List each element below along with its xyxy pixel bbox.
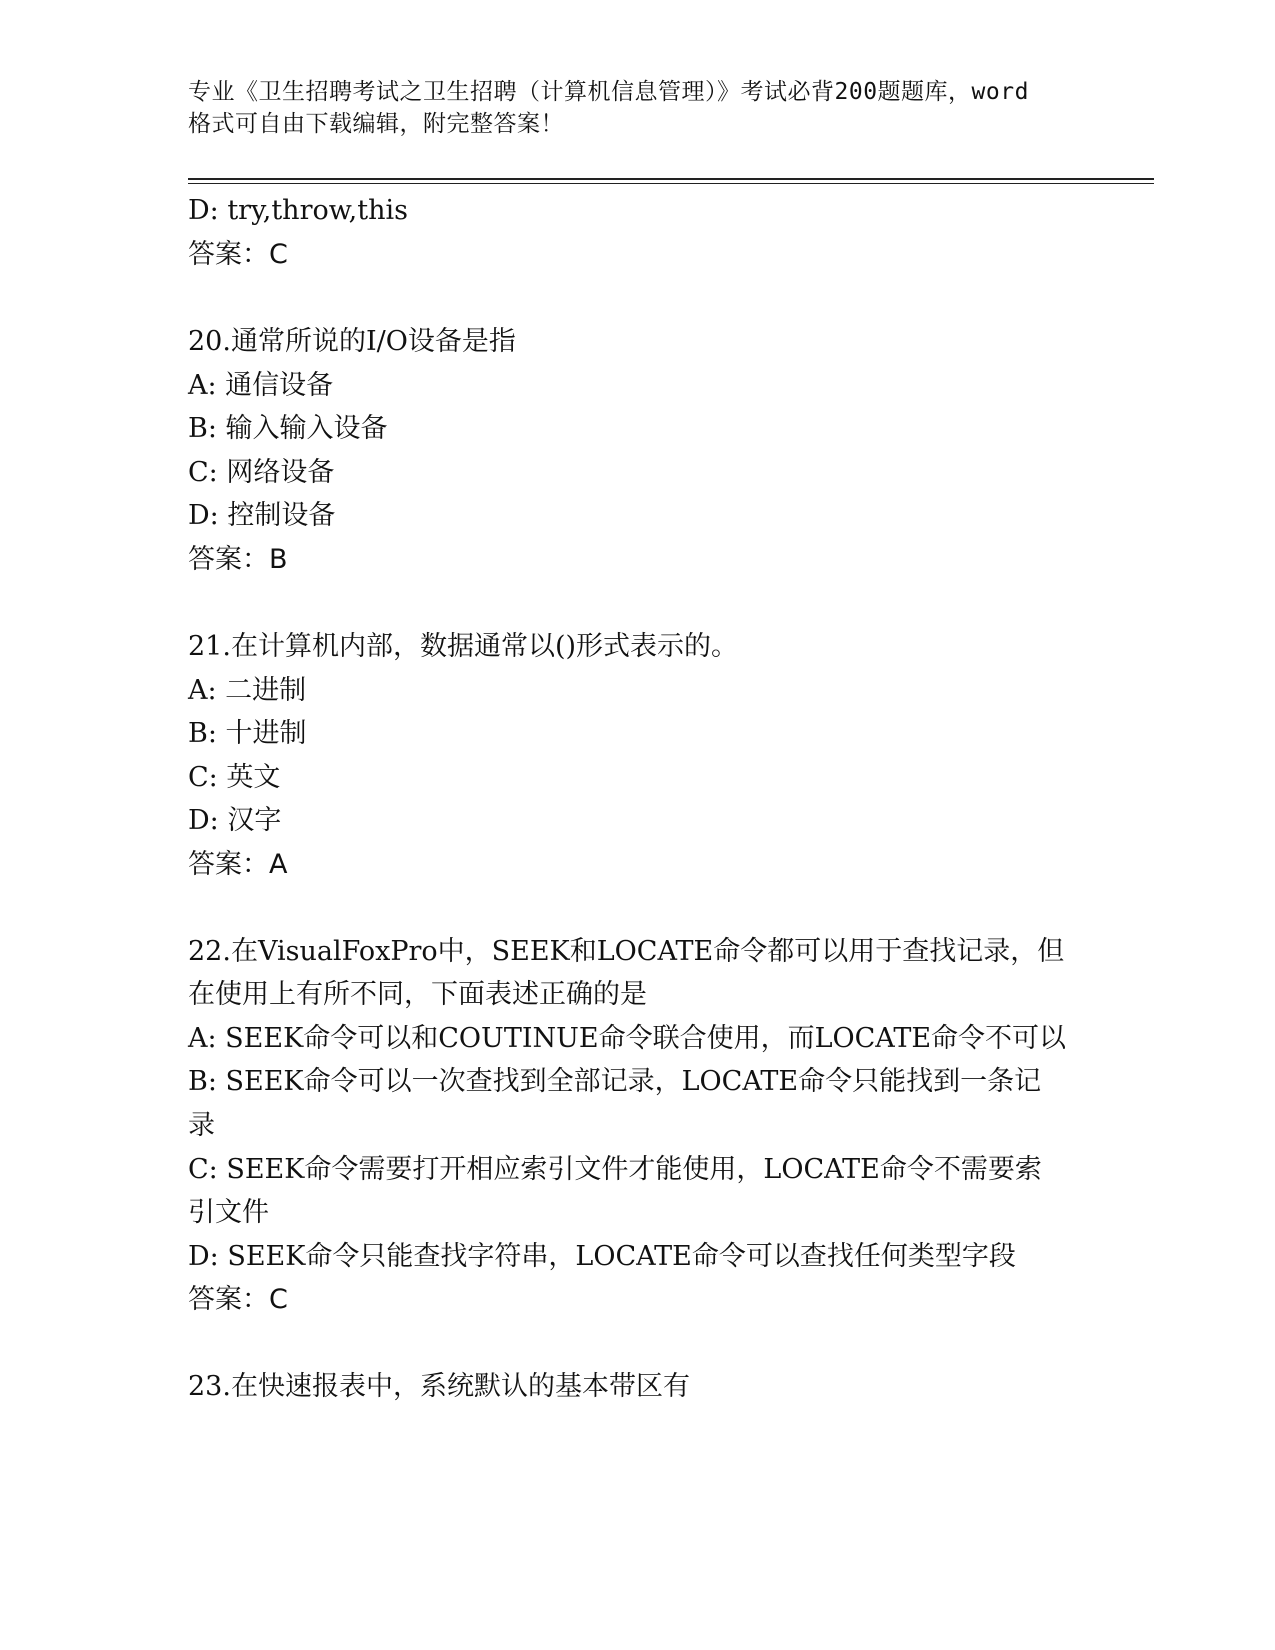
q22-option-d: D: SEEK命令只能查找字符串，LOCATE命令可以查找任何类型字段 xyxy=(188,1241,1016,1272)
q20-question: 20.通常所说的I/O设备是指 xyxy=(188,326,516,357)
q22-option-c-line-1: C: SEEK命令需要打开相应索引文件才能使用，LOCATE命令不需要索 xyxy=(188,1154,1042,1185)
q22-option-c-line-2: 引文件 xyxy=(188,1197,269,1228)
q23-question: 23.在快速报表中，系统默认的基本带区有 xyxy=(188,1371,690,1402)
q20-answer: 答案：B xyxy=(188,544,288,575)
q21-option-a: A: 二进制 xyxy=(188,675,307,706)
q20-option-b: B: 输入输入设备 xyxy=(188,413,388,444)
q20-option-c: C: 网络设备 xyxy=(188,457,335,488)
q22-question-line-2: 在使用上有所不同，下面表述正确的是 xyxy=(188,979,647,1010)
header-line-2: 格式可自由下载编辑，附完整答案！ xyxy=(188,111,564,137)
q21-option-b: B: 十进制 xyxy=(188,718,307,749)
header-divider-bottom xyxy=(188,183,1154,184)
q21-answer: 答案：A xyxy=(188,849,288,880)
document-header xyxy=(188,76,1088,140)
q22-option-b-line-1: B: SEEK命令可以一次查找到全部记录，LOCATE命令只能找到一条记 xyxy=(188,1066,1042,1097)
q22-option-b-line-2: 录 xyxy=(188,1110,215,1141)
q22-option-a: A: SEEK命令可以和COUTINUE命令联合使用，而LOCATE命令不可以 xyxy=(188,1023,1067,1054)
q20-option-d: D: 控制设备 xyxy=(188,500,336,531)
q21-question: 21.在计算机内部，数据通常以()形式表示的。 xyxy=(188,631,739,662)
q20-option-a: A: 通信设备 xyxy=(188,370,334,401)
q22-answer: 答案：C xyxy=(188,1284,288,1315)
q21-option-c: C: 英文 xyxy=(188,762,281,793)
q21-option-d: D: 汉字 xyxy=(188,805,282,836)
header-line-1: 专业《卫生招聘考试之卫生招聘（计算机信息管理）》考试必背200题题库，word xyxy=(188,79,1029,105)
header-divider-top xyxy=(188,178,1154,180)
q19-option-d: D: try,throw,this xyxy=(188,195,408,226)
q19-answer: 答案：C xyxy=(188,239,288,270)
q22-question-line-1: 22.在VisualFoxPro中，SEEK和LOCATE命令都可以用于查找记录，但 xyxy=(188,936,1065,967)
